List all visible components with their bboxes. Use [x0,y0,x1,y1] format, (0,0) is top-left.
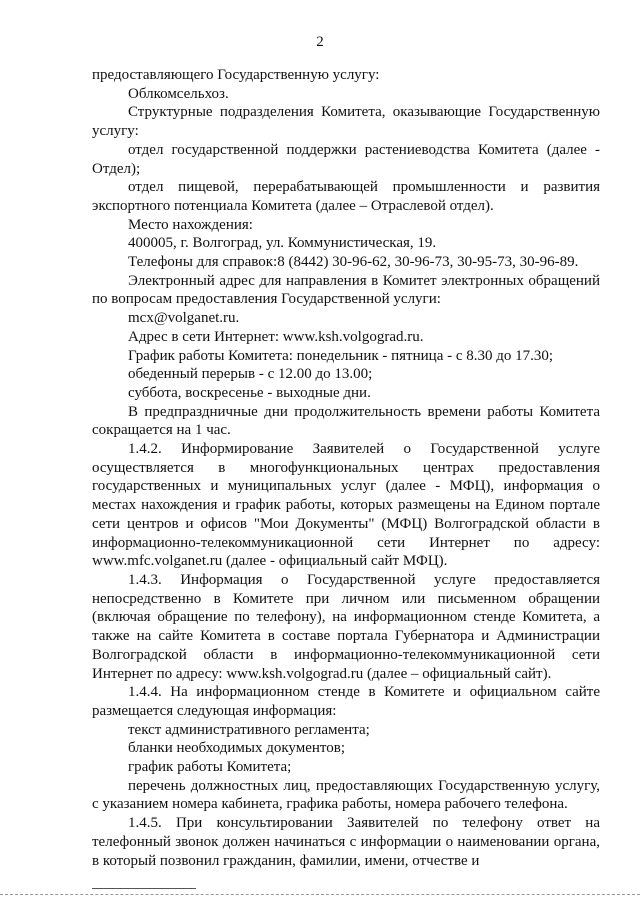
paragraph-6: 400005, г. Волгоград, ул. Коммунистическая, 19. [128,235,437,252]
paragraph-13: суббота, воскресенье - выходные дни. [128,384,371,401]
paragraph-14: В предпраздничные дни продолжительность времени работы Комитета сокращается на 1 час. [92,403,600,439]
paragraph-8: Электронный адрес для направления в Комитет электронных обращений по вопросам предоставления Государственной услуги: [92,272,600,308]
paragraph-9: mcx@volganet.ru. [128,310,240,327]
paragraph-18: текст административного регламента; [128,721,370,738]
paragraph-1: Облкомсельхоз. [128,85,229,102]
paragraph-15: 1.4.2. Информирование Заявителей о Государственной услуге осуществляется в многофункциональных центрах предоставления государственных и муниципальных услуг (далее - МФЦ), информация о местах нахождения и график работы, которых размещены на Едином портале сети центров и офисов "Мои Документы" (МФЦ) Волгоградской области в информационно-телекоммуникационной сети Интернет по адресу: www.mfc.volganet.ru (далее - официальный сайт МФЦ). [92,441,600,570]
page-bottom-divider [0,894,640,895]
page-number: 2 [316,34,324,50]
paragraph-16: 1.4.3. Информация о Государственной услуге предоставляется непосредственно в Комитете при личном или письменном обращении (включая обращение по телефону), на информационном стенде Комитета, а также на сайте Комитета в составе портала Губернатора и Администрации Волгоградской области в информационно-телекоммуникационной сети Интернет по адресу: www.ksh.volgograd.ru (далее – официальный сайт). [92,571,600,682]
paragraph-12: обеденный перерыв - с 12.00 до 13.00; [128,366,373,383]
paragraph-22: 1.4.5. При консультировании Заявителей по телефону ответ на телефонный звонок должен начинаться с информации о наименовании органа, в который позвонил гражданин, фамилии, имени, отчестве и [92,815,600,869]
paragraph-11: График работы Комитета: понедельник - пятница - с 8.30 до 17.30; [128,347,554,364]
paragraph-3: отдел государственной поддержки растениеводства Комитета (далее - Отдел); [92,141,600,177]
paragraph-4: отдел пищевой, перерабатывающей промышленности и развития экспортного потенциала Комитета (далее – Отраслевой отдел). [92,179,600,214]
paragraph-20: график работы Комитета; [128,759,292,776]
paragraph-5: Место нахождения: [128,216,253,233]
paragraph-21: перечень должностных лиц, предоставляющих Государственную услугу, с указанием номера кабинета, графика работы, номера рабочего телефона. [92,777,600,813]
document-body [92,66,600,870]
paragraph-7: Телефоны для справок:8 (8442) 30-96-62, 30-96-73, 30-95-73, 30-96-89. [128,254,579,271]
paragraph-17: 1.4.4. На информационном стенде в Комитете и официальном сайте размещается следующая информация: [92,684,600,719]
footnote-separator [92,888,196,889]
paragraph-0: предоставляющего Государственную услугу: [92,67,380,83]
paragraph-10: Адрес в сети Интернет: www.ksh.volgograd.ru. [128,328,424,345]
paragraph-19: бланки необходимых документов; [128,740,346,757]
paragraph-2: Структурные подразделения Комитета, оказывающие Государственную услугу: [92,104,600,140]
